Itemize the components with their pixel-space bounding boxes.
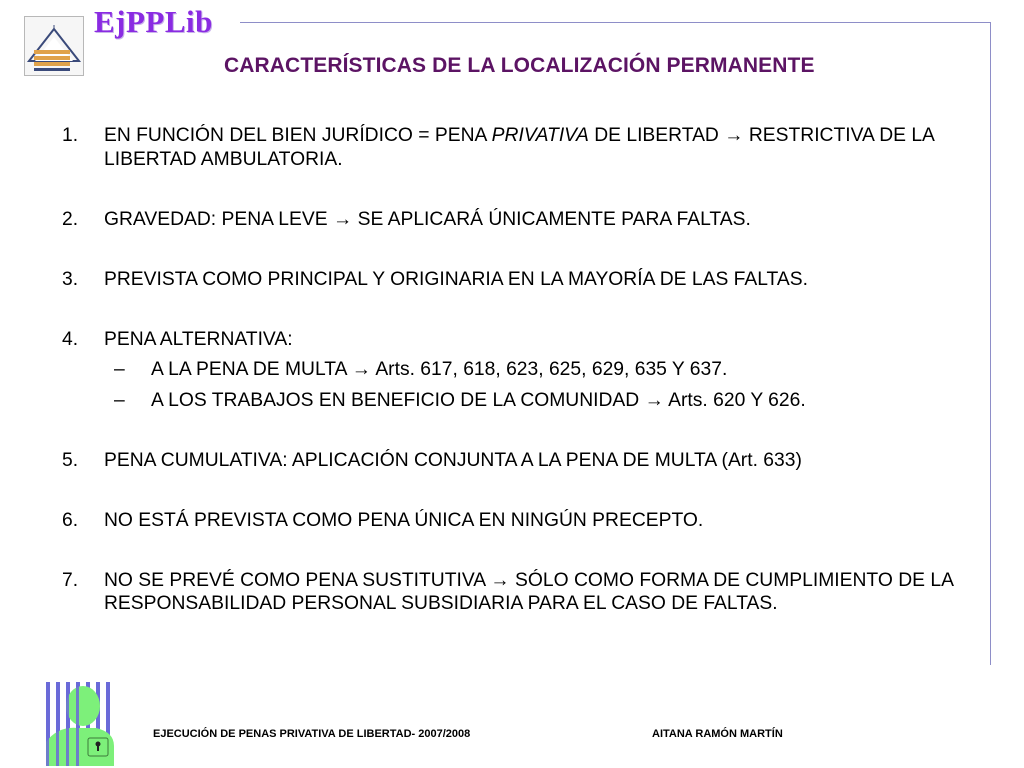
university-logo-icon [24,16,84,76]
list-item-text [104,124,968,171]
list-item-number: 4. [62,328,79,350]
brand-name: EjPPLib [94,4,213,39]
list-item [58,509,968,533]
list-item-text: PREVISTA COMO PRINCIPAL Y ORIGINARIA EN LA MAYORÍA DE LAS FALTAS. [104,268,808,290]
sub-list-text: A LA PENA DE MULTA → Arts. 617, 618, 623, 625, 629, 635 Y 637. [151,359,728,380]
footer-author: AITANA RAMÓN MARTÍN [652,728,783,740]
list-item [58,208,968,232]
list-item-text: GRAVEDAD: PENA LEVE → SE APLICARÁ ÚNICAMENTE PARA FALTAS. [104,208,751,230]
list-item-number: 3. [62,268,79,290]
prisoner-bars-icon [40,680,120,766]
list-item [58,449,968,473]
list-item-text: NO SE PREVÉ COMO PENA SUSTITUTIVA → SÓLO COMO FORMA DE CUMPLIMIENTO DE LA RESPONSABILIDAD PERSONAL SUBSIDIARIA PARA EL CASO DE FALTAS. [104,569,953,614]
list-item-text-part: EN FUNCIÓN DEL BIEN JURÍDICO = PENA [104,125,492,146]
list-item-text-part: DE LIBERTAD → RESTRICTIVA DE LA LIBERTAD AMBULATORIA. [104,125,934,170]
header-rule [240,22,990,23]
right-border-rule [990,22,991,665]
list-item [58,569,968,616]
list-item-text: NO ESTÁ PREVISTA COMO PENA ÚNICA EN NINGÚN PRECEPTO. [104,509,704,531]
list-item-text: PENA CUMULATIVA: APLICACIÓN CONJUNTA A LA PENA DE MULTA (Art. 633) [104,449,802,471]
list-item [58,124,968,171]
list-item-number: 1. [62,125,79,146]
sub-list-item [114,389,968,413]
sub-list-dash: – [114,389,125,411]
numbered-list [58,124,968,616]
slide-title: CARACTERÍSTICAS DE LA LOCALIZACIÓN PERMANENTE [224,54,815,77]
footer-course-title: EJECUCIÓN DE PENAS PRIVATIVA DE LIBERTAD- 2007/2008 [153,728,471,740]
list-item-number: 5. [62,449,79,471]
sub-list-text: A LOS TRABAJOS EN BENEFICIO DE LA COMUNIDAD → Arts. 620 Y 626. [151,389,806,411]
list-item-number: 6. [62,509,79,531]
list-item-text: PENA ALTERNATIVA: [104,328,293,350]
list-item-number: 2. [62,208,79,230]
list-item-emphasis: PRIVATIVA [491,125,589,146]
sub-list-dash: – [114,359,125,380]
list-item [58,328,968,352]
list-item [58,268,968,292]
sub-list-item [114,358,968,382]
list-item-number: 7. [62,569,79,591]
